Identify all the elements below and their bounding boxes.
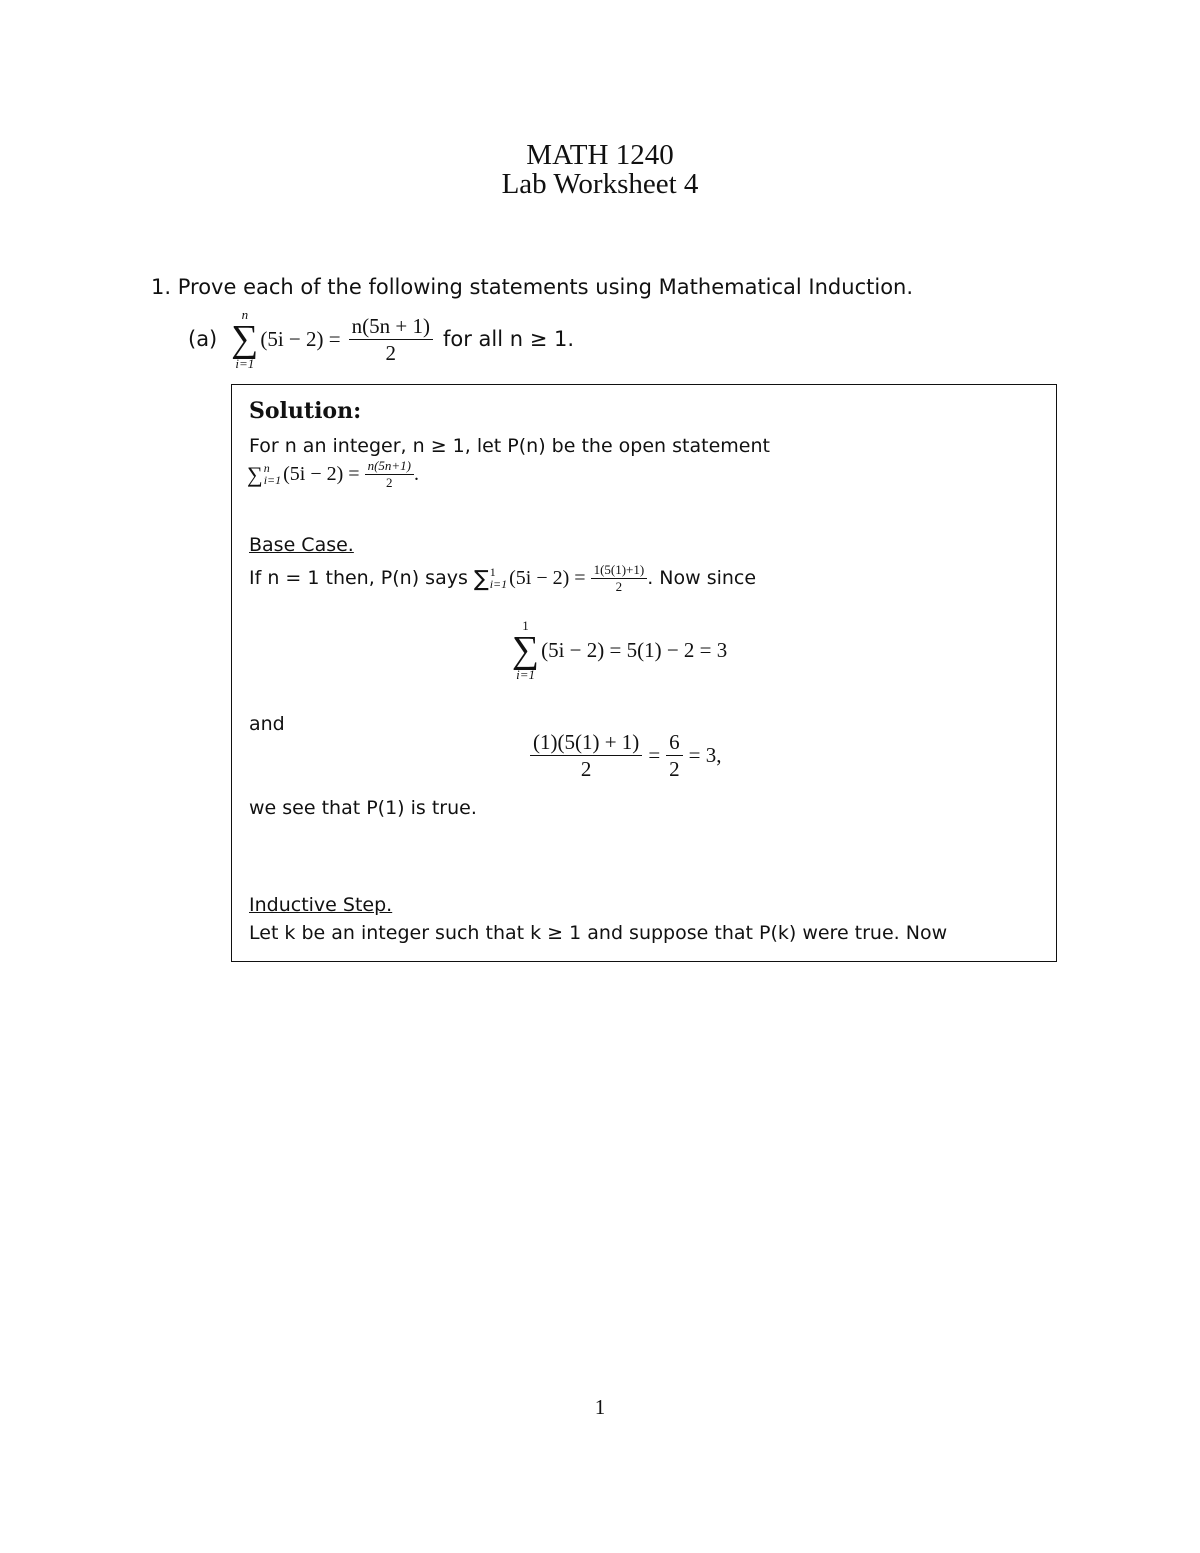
base-case-conclusion: we see that P(1) is true. xyxy=(249,797,477,819)
question-number: 1. xyxy=(151,275,172,299)
question-1 xyxy=(151,275,913,299)
base-case-fraction: $\frac{1(5(1)+1)}{2}$ xyxy=(591,563,648,593)
part-a-condition: for all n ≥ 1. xyxy=(442,327,575,352)
question-instruction: Prove each of the following statements using Mathematical Induction. xyxy=(177,275,914,299)
base-case-line: If n = 1 then, P(n) says ∑ 1 i=1 (5i − 2) = $\frac{1(5(1)+1)}{2}$ . Now since xyxy=(249,562,757,594)
display-fraction-1: $\frac{(1)(5(1) + 1)}{2}$ xyxy=(530,731,642,780)
part-a-label: (a) xyxy=(188,327,218,352)
statement-fraction: $\frac{n(5n+1)}{2}$ xyxy=(365,459,414,489)
worksheet-title: Lab Worksheet 4 xyxy=(501,168,699,200)
solution-intro: For n an integer, n ≥ 1, let P(n) be the open statement xyxy=(249,435,770,457)
inline-sum-symbol: ∑ xyxy=(247,462,263,488)
and-word: and xyxy=(249,713,285,735)
inductive-step-line: Let k be an integer such that k ≥ 1 and suppose that P(k) were true. Now xyxy=(249,922,948,944)
display-sum-symbol: 1 ∑ i=1 xyxy=(512,618,540,683)
open-statement: ∑ n i=1 (5i − 2) = $\frac{n(5n+1)}{2}$ . xyxy=(247,458,419,490)
sum-symbol: n ∑ i=1 xyxy=(231,307,259,372)
base-case-heading: Base Case. xyxy=(249,534,354,556)
base-inline-sum: ∑ xyxy=(473,566,489,592)
course-title: MATH 1240 xyxy=(526,139,674,171)
display-fraction-2: $\frac{6}{2}$ xyxy=(666,731,683,780)
part-a-fraction: $\frac{n(5n + 1)}{2}$ xyxy=(349,315,433,364)
solution-heading: Solution: xyxy=(249,398,362,424)
base-case-display-fraction: $\frac{(1)(5(1) + 1)}{2}$ = $\frac{6}{2}$ = 3, xyxy=(530,731,722,780)
solution-box xyxy=(231,384,1057,962)
part-a-summand: (5i − 2) = xyxy=(260,326,341,351)
page-number: 1 xyxy=(594,1395,606,1419)
inductive-step-heading: Inductive Step. xyxy=(249,894,393,916)
part-a-statement xyxy=(188,308,574,370)
base-case-display-sum: 1 ∑ i=1 (5i − 2) = 5(1) − 2 = 3 xyxy=(512,618,728,683)
